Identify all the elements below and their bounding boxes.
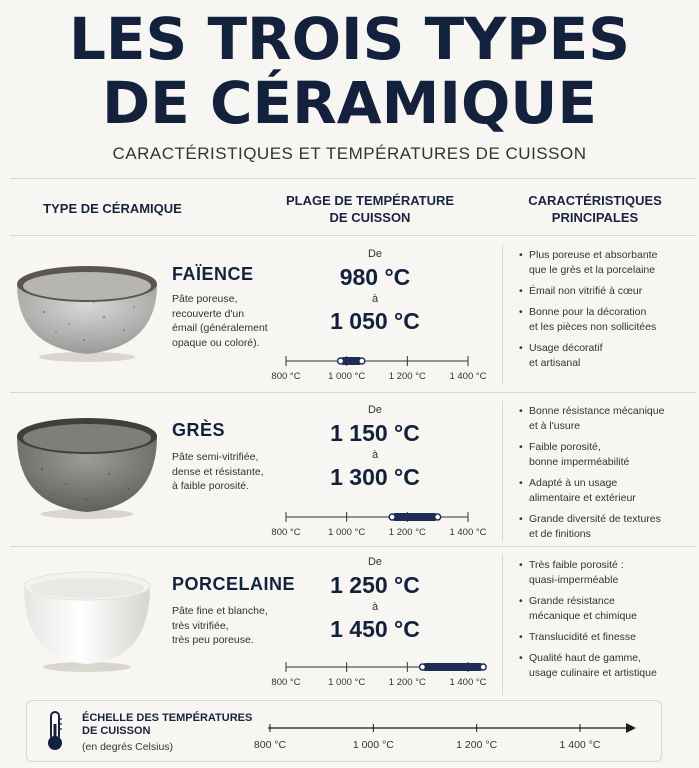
range-to-label: à <box>371 293 379 305</box>
legend-tick-label: 800 °C <box>253 739 287 751</box>
range-start-marker <box>389 514 395 520</box>
range-from-label: De <box>367 248 383 260</box>
feature-line: • Plus poreuse et absorbante <box>529 249 658 261</box>
page-title-line1: LES TROIS TYPES <box>68 5 631 73</box>
range-to-label: à <box>371 601 379 613</box>
thermometer-icon <box>44 710 66 752</box>
feature-line: bonne imperméabilité <box>529 456 630 468</box>
feature-line: • Bonne pour la décoration <box>529 306 647 318</box>
feature-line: • Émail non vitrifié à cœur <box>529 285 643 297</box>
feature-line: et de finitions <box>529 528 591 540</box>
column-header-range-line1: PLAGE DE TEMPÉRATURE <box>285 193 455 208</box>
scale-tick-label: 800 °C <box>271 371 301 382</box>
temperature-range <box>290 556 460 642</box>
feature-line: quasi-imperméable <box>529 574 619 586</box>
column-header-features-line1: CARACTÉRISTIQUES <box>528 193 662 208</box>
scale-tick-label: 1 000 °C <box>328 677 366 688</box>
scale-tick-label: 800 °C <box>271 527 301 538</box>
scale-tick-label: 1 200 °C <box>388 677 426 688</box>
range-bar <box>423 663 484 671</box>
legend-title-line2: DE CUISSON <box>82 725 151 737</box>
legend-tick-label: 1 000 °C <box>352 739 394 751</box>
feature-line: • Usage décoratif <box>529 342 603 354</box>
feature-line: • Bonne résistance mécanique <box>529 405 665 417</box>
range-bar <box>392 513 438 521</box>
ceramic-description <box>172 604 292 648</box>
feature-line: • Très faible porosité : <box>529 559 624 571</box>
scale-tick-label: 1 400 °C <box>449 371 487 382</box>
page-subtitle: CARACTÉRISTIQUES ET TEMPÉRATURES DE CUISSON <box>112 144 587 163</box>
scale-tick-label: 1 000 °C <box>328 527 366 538</box>
range-end-marker <box>435 514 441 520</box>
feature-item <box>519 594 697 624</box>
divider-top <box>10 178 696 179</box>
legend-subtitle: (en degrés Celsius) <box>82 741 174 753</box>
feature-line: • Adapté à un usage <box>529 477 618 489</box>
desc-line: très peu poreuse. <box>172 634 254 646</box>
range-end-marker <box>480 664 486 670</box>
ceramic-row-faience <box>0 240 699 390</box>
range-max-value: 1 300 °C <box>330 464 420 490</box>
range-max-value: 1 450 °C <box>330 616 420 642</box>
feature-item <box>519 248 697 278</box>
feature-line: que le grès et la porcelaine <box>529 264 656 276</box>
scale-tick-label: 1 000 °C <box>328 371 366 382</box>
range-min-value: 1 150 °C <box>330 420 420 446</box>
feature-item <box>519 305 697 335</box>
desc-line: Pâte semi-vitrifiée, <box>172 451 259 463</box>
column-header-type: TYPE DE CÉRAMIQUE <box>43 201 182 216</box>
temperature-scale <box>268 352 498 382</box>
desc-line: très vitrifiée, <box>172 619 229 632</box>
ceramic-row-porcelaine <box>0 550 699 700</box>
desc-line: dense et résistante, <box>172 465 264 478</box>
page-title-line2: DE CÉRAMIQUE <box>101 69 597 137</box>
desc-line: à faible porosité. <box>172 480 250 492</box>
ceramic-description <box>172 450 292 494</box>
column-header-features <box>500 192 690 226</box>
range-end-marker <box>359 358 365 364</box>
desc-line: opaque ou coloré). <box>172 336 260 349</box>
temperature-range <box>290 248 460 334</box>
feature-item <box>519 284 697 299</box>
scale-tick-label: 1 200 °C <box>388 527 426 538</box>
range-min-value: 1 250 °C <box>330 572 420 598</box>
feature-line: et à l'usure <box>529 420 581 432</box>
column-header-features-line2: PRINCIPALES <box>551 210 639 225</box>
column-header-range-line2: DE CUISSON <box>329 210 411 225</box>
features-list <box>519 404 697 548</box>
features-list <box>519 248 697 377</box>
legend-tick-label: 1 200 °C <box>456 739 498 751</box>
ceramic-name: PORCELAINE <box>172 574 296 594</box>
range-min-value: 980 °C <box>339 264 411 290</box>
scale-tick-label: 1 200 °C <box>388 371 426 382</box>
divider-row <box>10 546 696 547</box>
scale-tick-label: 1 400 °C <box>449 527 487 538</box>
legend-axis <box>250 712 650 752</box>
divider-row <box>10 392 696 393</box>
desc-line: émail (généralement <box>172 322 268 334</box>
feature-line: • Faible porosité, <box>529 441 601 453</box>
feature-line: mécanique et chimique <box>529 610 637 622</box>
feature-line: • Grande diversité de textures <box>529 513 661 525</box>
ceramic-description <box>172 292 292 350</box>
scale-tick-label: 800 °C <box>271 677 301 688</box>
feature-item <box>519 341 697 371</box>
desc-line: recouverte d'un <box>172 307 245 320</box>
range-from-label: De <box>367 556 383 568</box>
temperature-scale <box>268 508 498 538</box>
range-start-marker <box>338 358 344 364</box>
feature-line: • Grande résistance <box>529 595 615 607</box>
feature-line: • Qualité haut de gamme, <box>529 652 642 664</box>
desc-line: Pâte fine et blanche, <box>172 605 268 617</box>
porcelaine-bowl-image <box>14 564 160 674</box>
feature-item <box>519 440 697 470</box>
range-start-marker <box>420 664 426 670</box>
feature-line: et artisanal <box>529 357 581 369</box>
desc-line: Pâte poreuse, <box>172 293 238 305</box>
feature-item <box>519 476 697 506</box>
legend-title-line1: ÉCHELLE DES TEMPÉRATURES <box>82 712 253 724</box>
feature-item <box>519 558 697 588</box>
legend-title <box>82 712 252 738</box>
feature-item <box>519 404 697 434</box>
feature-line: et les pièces non sollicitées <box>529 321 657 333</box>
column-separator <box>502 245 503 385</box>
range-from-label: De <box>367 404 383 416</box>
faience-bowl-image <box>14 262 160 362</box>
feature-item <box>519 651 697 681</box>
column-header-range <box>275 192 465 226</box>
gres-bowl-image <box>14 414 160 519</box>
column-separator <box>502 555 503 695</box>
ceramic-name: FAÏENCE <box>172 264 254 284</box>
features-list <box>519 558 697 687</box>
legend-axis-arrow <box>626 723 636 733</box>
feature-line: usage culinaire et artistique <box>529 667 657 679</box>
scale-tick-label: 1 400 °C <box>449 677 487 688</box>
feature-item <box>519 630 697 645</box>
temperature-range <box>290 404 460 490</box>
ceramic-row-gres <box>0 396 699 546</box>
feature-line: alimentaire et extérieur <box>529 492 636 504</box>
range-max-value: 1 050 °C <box>330 308 420 334</box>
temperature-scale <box>268 658 498 688</box>
feature-item <box>519 512 697 542</box>
feature-line: • Translucidité et finesse <box>529 631 636 643</box>
range-to-label: à <box>371 449 379 461</box>
legend-tick-label: 1 400 °C <box>559 739 601 751</box>
ceramic-name: GRÈS <box>172 420 226 440</box>
column-separator <box>502 401 503 541</box>
divider-header <box>10 235 696 236</box>
